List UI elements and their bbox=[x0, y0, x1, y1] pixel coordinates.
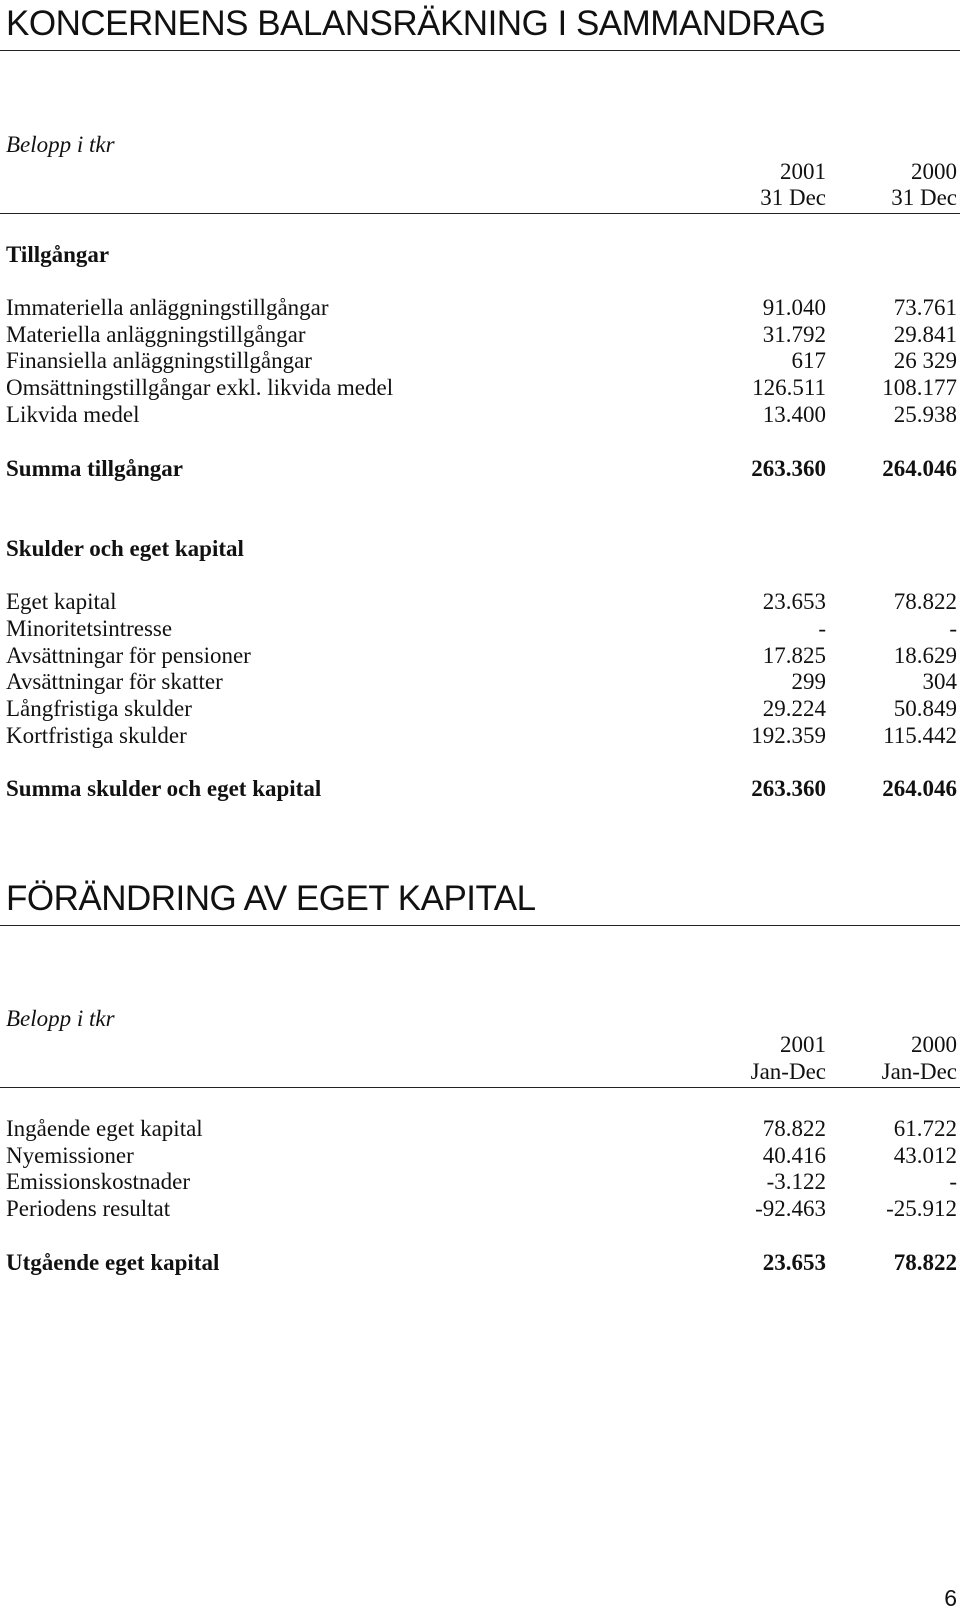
equity-total-2001: 23.653 bbox=[762, 1250, 826, 1275]
assets-total-label: Summa tillgångar bbox=[6, 456, 183, 481]
assets-total-2000: 264.046 bbox=[882, 456, 957, 481]
liability-row-value-2000: - bbox=[949, 616, 957, 641]
asset-row-label: Finansiella anläggningstillgångar bbox=[6, 348, 312, 373]
liabilities-total-2001: 263.360 bbox=[751, 776, 826, 801]
page-number: 6 bbox=[944, 1585, 957, 1611]
liability-row-label: Avsättningar för pensioner bbox=[6, 643, 251, 668]
asset-row-value-2000: 108.177 bbox=[882, 375, 957, 400]
equity-row-label: Nyemissioner bbox=[6, 1143, 134, 1168]
liability-row-value-2001: 29.224 bbox=[762, 696, 826, 721]
equity-row-value-2000: 61.722 bbox=[893, 1116, 957, 1141]
balance-title-rule bbox=[0, 50, 960, 51]
asset-row-value-2000: 26 329 bbox=[893, 348, 957, 373]
balance-header-rule bbox=[0, 213, 960, 214]
liability-row-label: Kortfristiga skulder bbox=[6, 723, 187, 748]
liability-row-value-2001: - bbox=[818, 616, 826, 641]
equity-unit-label: Belopp i tkr bbox=[6, 1006, 115, 1031]
liabilities-total-label: Summa skulder och eget kapital bbox=[6, 776, 322, 801]
asset-row-value-2001: 91.040 bbox=[762, 295, 826, 320]
asset-row-value-2001: 31.792 bbox=[762, 322, 826, 347]
equity-row-label: Emissionskostnader bbox=[6, 1169, 190, 1194]
equity-row-label: Periodens resultat bbox=[6, 1196, 171, 1221]
liabilities-total-2000: 264.046 bbox=[882, 776, 957, 801]
balance-sheet-title: KONCERNENS BALANSRÄKNING I SAMMANDRAG bbox=[6, 4, 826, 43]
liability-row-value-2001: 299 bbox=[791, 669, 826, 694]
asset-row-label: Materiella anläggningstillgångar bbox=[6, 322, 306, 347]
liability-row-value-2000: 18.629 bbox=[893, 643, 957, 668]
equity-row-value-2001: -3.122 bbox=[766, 1169, 826, 1194]
liability-row-label: Avsättningar för skatter bbox=[6, 669, 223, 694]
asset-row-value-2001: 13.400 bbox=[762, 402, 826, 427]
equity-col-period-2000: Jan-Dec bbox=[881, 1059, 957, 1084]
asset-row-label: Likvida medel bbox=[6, 402, 140, 427]
equity-row-value-2001: 40.416 bbox=[762, 1143, 826, 1168]
balance-unit-label: Belopp i tkr bbox=[6, 132, 115, 157]
liability-row-value-2001: 192.359 bbox=[751, 723, 826, 748]
balance-col-date-2001: 31 Dec bbox=[760, 185, 826, 210]
liability-row-value-2001: 23.653 bbox=[762, 589, 826, 614]
equity-row-value-2001: 78.822 bbox=[762, 1116, 826, 1141]
asset-row-value-2001: 617 bbox=[791, 348, 826, 373]
asset-row-value-2001: 126.511 bbox=[752, 375, 826, 400]
balance-col-year-2000: 2000 bbox=[911, 159, 957, 184]
liability-row-value-2001: 17.825 bbox=[762, 643, 826, 668]
equity-row-value-2001: -92.463 bbox=[755, 1196, 826, 1221]
balance-col-date-2000: 31 Dec bbox=[891, 185, 957, 210]
liabilities-heading: Skulder och eget kapital bbox=[6, 536, 244, 561]
equity-row-value-2000: 43.012 bbox=[893, 1143, 957, 1168]
liability-row-label: Eget kapital bbox=[6, 589, 117, 614]
liability-row-value-2000: 50.849 bbox=[893, 696, 957, 721]
balance-col-year-2001: 2001 bbox=[780, 159, 826, 184]
liability-row-value-2000: 115.442 bbox=[883, 723, 957, 748]
asset-row-label: Immateriella anläggningstillgångar bbox=[6, 295, 329, 320]
asset-row-label: Omsättningstillgångar exkl. likvida medel bbox=[6, 375, 394, 400]
liability-row-value-2000: 304 bbox=[922, 669, 957, 694]
equity-row-value-2000: - bbox=[949, 1169, 957, 1194]
equity-total-label: Utgående eget kapital bbox=[6, 1250, 220, 1275]
asset-row-value-2000: 73.761 bbox=[893, 295, 957, 320]
equity-col-year-2000: 2000 bbox=[911, 1032, 957, 1057]
equity-col-year-2001: 2001 bbox=[780, 1032, 826, 1057]
liability-row-label: Långfristiga skulder bbox=[6, 696, 192, 721]
liability-row-value-2000: 78.822 bbox=[893, 589, 957, 614]
equity-title-rule bbox=[0, 925, 960, 926]
asset-row-value-2000: 25.938 bbox=[893, 402, 957, 427]
equity-header-rule bbox=[0, 1087, 960, 1088]
liability-row-label: Minoritetsintresse bbox=[6, 616, 173, 641]
equity-col-period-2001: Jan-Dec bbox=[750, 1059, 826, 1084]
equity-row-label: Ingående eget kapital bbox=[6, 1116, 203, 1141]
assets-heading: Tillgångar bbox=[6, 242, 110, 267]
equity-change-title: FÖRÄNDRING AV EGET KAPITAL bbox=[6, 879, 536, 918]
asset-row-value-2000: 29.841 bbox=[893, 322, 957, 347]
equity-row-value-2000: -25.912 bbox=[886, 1196, 957, 1221]
assets-total-2001: 263.360 bbox=[751, 456, 826, 481]
equity-total-2000: 78.822 bbox=[893, 1250, 957, 1275]
